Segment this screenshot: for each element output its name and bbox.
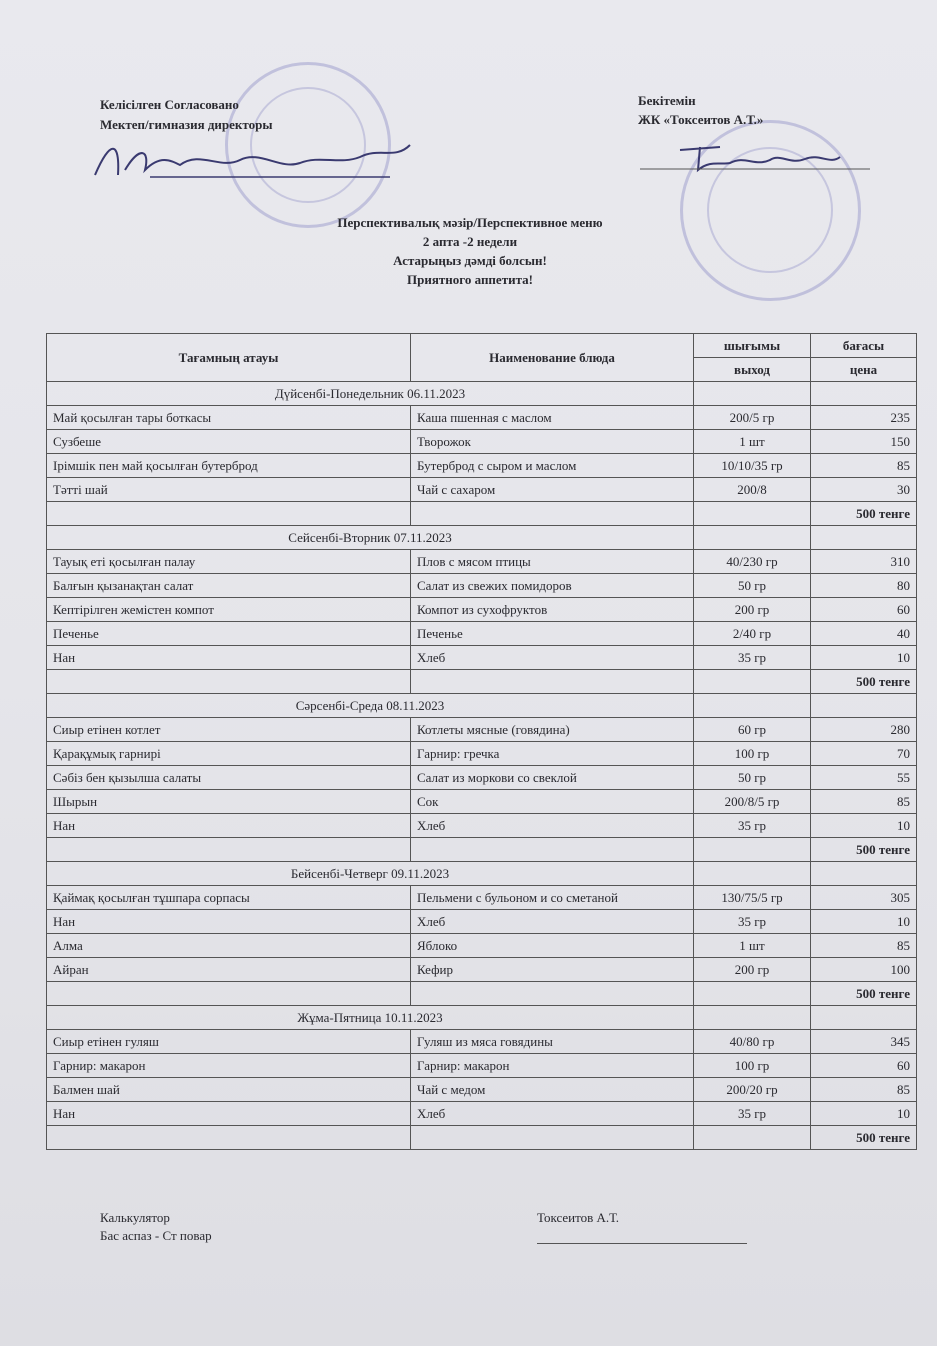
empty-cell <box>411 670 694 694</box>
dish-name-ru: Гуляш из мяса говядины <box>411 1030 694 1054</box>
table-row <box>47 910 917 934</box>
day-total: 500 тенге <box>811 982 917 1006</box>
dish-name-ru: Пельмени с бульоном и со сметаной <box>411 886 694 910</box>
dish-output: 35 гр <box>694 910 811 934</box>
dish-output: 200/20 гр <box>694 1078 811 1102</box>
dish-name-kz: Балмен шай <box>47 1078 411 1102</box>
empty-cell <box>411 982 694 1006</box>
dish-name-ru: Хлеб <box>411 646 694 670</box>
col-header-price-ru: цена <box>811 358 917 382</box>
dish-name-ru: Компот из сухофруктов <box>411 598 694 622</box>
day-total: 500 тенге <box>811 670 917 694</box>
dish-name-kz: Алма <box>47 934 411 958</box>
dish-price: 10 <box>811 814 917 838</box>
dish-price: 70 <box>811 742 917 766</box>
col-header-output-kz: шығымы <box>694 334 811 358</box>
dish-name-kz: Печенье <box>47 622 411 646</box>
col-header-name-ru: Наименование блюда <box>411 334 694 382</box>
dish-name-ru: Плов с мясом птицы <box>411 550 694 574</box>
dish-price: 280 <box>811 718 917 742</box>
empty-cell <box>411 838 694 862</box>
dish-name-kz: Сәбіз бен қызылша салаты <box>47 766 411 790</box>
empty-cell <box>811 526 917 550</box>
dish-name-ru: Котлеты мясные (говядина) <box>411 718 694 742</box>
table-row <box>47 478 917 502</box>
dish-name-ru: Творожок <box>411 430 694 454</box>
dish-name-ru: Чай с медом <box>411 1078 694 1102</box>
table-row <box>47 1030 917 1054</box>
dish-output: 35 гр <box>694 1102 811 1126</box>
menu-title: Перспективалық мәзір/Перспективное меню <box>337 215 603 230</box>
dish-name-kz: Нан <box>47 814 411 838</box>
dish-name-ru: Хлеб <box>411 910 694 934</box>
dish-output: 100 гр <box>694 1054 811 1078</box>
empty-cell <box>411 502 694 526</box>
dish-price: 235 <box>811 406 917 430</box>
dish-output: 35 гр <box>694 814 811 838</box>
empty-cell <box>694 670 811 694</box>
table-row <box>47 814 917 838</box>
director-signature <box>90 135 420 185</box>
table-row <box>47 958 917 982</box>
dish-name-kz: Қаймақ қосылған тұшпара сорпасы <box>47 886 411 910</box>
day-title: Дүйсенбі-Понедельник 06.11.2023 <box>47 382 694 406</box>
dish-price: 80 <box>811 574 917 598</box>
dish-name-kz: Ірімшік пен май қосылған бутерброд <box>47 454 411 478</box>
menu-wish-kz: Астарыңыз дәмді болсын! <box>393 253 547 268</box>
dish-price: 85 <box>811 934 917 958</box>
col-header-output-ru: выход <box>694 358 811 382</box>
dish-name-ru: Хлеб <box>411 814 694 838</box>
approver-signature <box>640 135 880 180</box>
menu-wish-ru: Приятного аппетита! <box>407 272 533 287</box>
col-header-price-kz: бағасы <box>811 334 917 358</box>
dish-name-ru: Кефир <box>411 958 694 982</box>
empty-cell <box>694 1126 811 1150</box>
dish-name-kz: Шырын <box>47 790 411 814</box>
day-title: Сейсенбі-Вторник 07.11.2023 <box>47 526 694 550</box>
empty-cell <box>811 1006 917 1030</box>
table-row <box>47 766 917 790</box>
table-row <box>47 430 917 454</box>
dish-name-kz: Айран <box>47 958 411 982</box>
dish-name-ru: Хлеб <box>411 1102 694 1126</box>
empty-cell <box>811 694 917 718</box>
dish-output: 100 гр <box>694 742 811 766</box>
footer-signature-line <box>537 1243 747 1244</box>
day-header-row <box>47 862 917 886</box>
dish-price: 10 <box>811 646 917 670</box>
dish-output: 1 шт <box>694 934 811 958</box>
table-row <box>47 934 917 958</box>
table-row <box>47 718 917 742</box>
dish-price: 310 <box>811 550 917 574</box>
dish-output: 200 гр <box>694 958 811 982</box>
day-header-row <box>47 694 917 718</box>
dish-name-kz: Нан <box>47 646 411 670</box>
table-row <box>47 454 917 478</box>
dish-name-kz: Нан <box>47 910 411 934</box>
empty-cell <box>694 838 811 862</box>
table-row <box>47 1054 917 1078</box>
dish-name-ru: Каша пшенная с маслом <box>411 406 694 430</box>
approved-label: Бекітемін <box>638 93 696 108</box>
dish-output: 200 гр <box>694 598 811 622</box>
chef-label: Бас аспаз - Ст повар <box>100 1228 212 1243</box>
dish-name-kz: Қарақұмық гарнирі <box>47 742 411 766</box>
dish-name-kz: Сиыр етінен гуляш <box>47 1030 411 1054</box>
day-total-row <box>47 502 917 526</box>
calculator-label: Калькулятор <box>100 1210 170 1225</box>
day-title: Бейсенбі-Четверг 09.11.2023 <box>47 862 694 886</box>
empty-cell <box>694 526 811 550</box>
dish-name-kz: Тауық еті қосылған палау <box>47 550 411 574</box>
empty-cell <box>811 382 917 406</box>
dish-price: 10 <box>811 1102 917 1126</box>
table-row <box>47 406 917 430</box>
dish-price: 40 <box>811 622 917 646</box>
dish-name-ru: Сок <box>411 790 694 814</box>
dish-output: 200/8 <box>694 478 811 502</box>
table-row <box>47 622 917 646</box>
empty-cell <box>47 670 411 694</box>
table-row <box>47 1102 917 1126</box>
dish-output: 200/5 гр <box>694 406 811 430</box>
dish-name-ru: Чай с сахаром <box>411 478 694 502</box>
empty-cell <box>694 862 811 886</box>
dish-output: 200/8/5 гр <box>694 790 811 814</box>
dish-output: 35 гр <box>694 646 811 670</box>
menu-subtitle-weeks: 2 апта -2 недели <box>422 234 518 249</box>
table-row <box>47 1078 917 1102</box>
dish-name-kz: Балғын қызанақтан салат <box>47 574 411 598</box>
dish-output: 40/80 гр <box>694 1030 811 1054</box>
day-header-row <box>47 382 917 406</box>
empty-cell <box>694 502 811 526</box>
dish-output: 40/230 гр <box>694 550 811 574</box>
empty-cell <box>47 502 411 526</box>
dish-price: 305 <box>811 886 917 910</box>
dish-output: 130/75/5 гр <box>694 886 811 910</box>
day-total-row <box>47 670 917 694</box>
dish-name-kz: Кептірілген жемістен компот <box>47 598 411 622</box>
dish-name-kz: Май қосылған тары боткасы <box>47 406 411 430</box>
dish-price: 85 <box>811 790 917 814</box>
day-title: Сәрсенбі-Среда 08.11.2023 <box>47 694 694 718</box>
table-row <box>47 790 917 814</box>
dish-output: 60 гр <box>694 718 811 742</box>
dish-price: 10 <box>811 910 917 934</box>
table-row <box>47 886 917 910</box>
table-row <box>47 574 917 598</box>
dish-output: 2/40 гр <box>694 622 811 646</box>
empty-cell <box>47 982 411 1006</box>
dish-price: 60 <box>811 598 917 622</box>
day-total-row <box>47 982 917 1006</box>
menu-table <box>46 333 917 1150</box>
dish-price: 55 <box>811 766 917 790</box>
footer-signer: Токсеитов А.Т. <box>537 1210 620 1225</box>
table-row <box>47 742 917 766</box>
day-title: Жұма-Пятница 10.11.2023 <box>47 1006 694 1030</box>
dish-price: 60 <box>811 1054 917 1078</box>
dish-price: 85 <box>811 1078 917 1102</box>
day-total: 500 тенге <box>811 838 917 862</box>
dish-output: 50 гр <box>694 574 811 598</box>
dish-name-kz: Сузбеше <box>47 430 411 454</box>
empty-cell <box>811 862 917 886</box>
day-header-row <box>47 526 917 550</box>
company-label: ЖК «Токсеитов А.Т.» <box>638 112 764 127</box>
dish-price: 345 <box>811 1030 917 1054</box>
dish-output: 10/10/35 гр <box>694 454 811 478</box>
col-header-name-kz: Тағамның атауы <box>47 334 411 382</box>
empty-cell <box>694 694 811 718</box>
day-total: 500 тенге <box>811 1126 917 1150</box>
dish-price: 100 <box>811 958 917 982</box>
empty-cell <box>411 1126 694 1150</box>
empty-cell <box>694 982 811 1006</box>
day-total-row <box>47 838 917 862</box>
table-row <box>47 550 917 574</box>
dish-name-ru: Яблоко <box>411 934 694 958</box>
dish-output: 50 гр <box>694 766 811 790</box>
dish-name-ru: Гарнир: гречка <box>411 742 694 766</box>
empty-cell <box>47 1126 411 1150</box>
table-row <box>47 646 917 670</box>
dish-name-ru: Салат из моркови со свеклой <box>411 766 694 790</box>
empty-cell <box>47 838 411 862</box>
dish-name-ru: Гарнир: макарон <box>411 1054 694 1078</box>
empty-cell <box>694 382 811 406</box>
dish-price: 85 <box>811 454 917 478</box>
empty-cell <box>694 1006 811 1030</box>
table-row <box>47 598 917 622</box>
dish-name-kz: Гарнир: макарон <box>47 1054 411 1078</box>
dish-price: 30 <box>811 478 917 502</box>
dish-name-ru: Салат из свежих помидоров <box>411 574 694 598</box>
dish-output: 1 шт <box>694 430 811 454</box>
dish-name-ru: Бутерброд с сыром и маслом <box>411 454 694 478</box>
day-total-row <box>47 1126 917 1150</box>
dish-name-ru: Печенье <box>411 622 694 646</box>
dish-name-kz: Нан <box>47 1102 411 1126</box>
director-label: Мектеп/гимназия директоры <box>100 117 273 132</box>
agreed-label: Келісілген Согласовано <box>100 97 239 112</box>
day-header-row <box>47 1006 917 1030</box>
day-total: 500 тенге <box>811 502 917 526</box>
dish-price: 150 <box>811 430 917 454</box>
dish-name-kz: Сиыр етінен котлет <box>47 718 411 742</box>
dish-name-kz: Тәтті шай <box>47 478 411 502</box>
